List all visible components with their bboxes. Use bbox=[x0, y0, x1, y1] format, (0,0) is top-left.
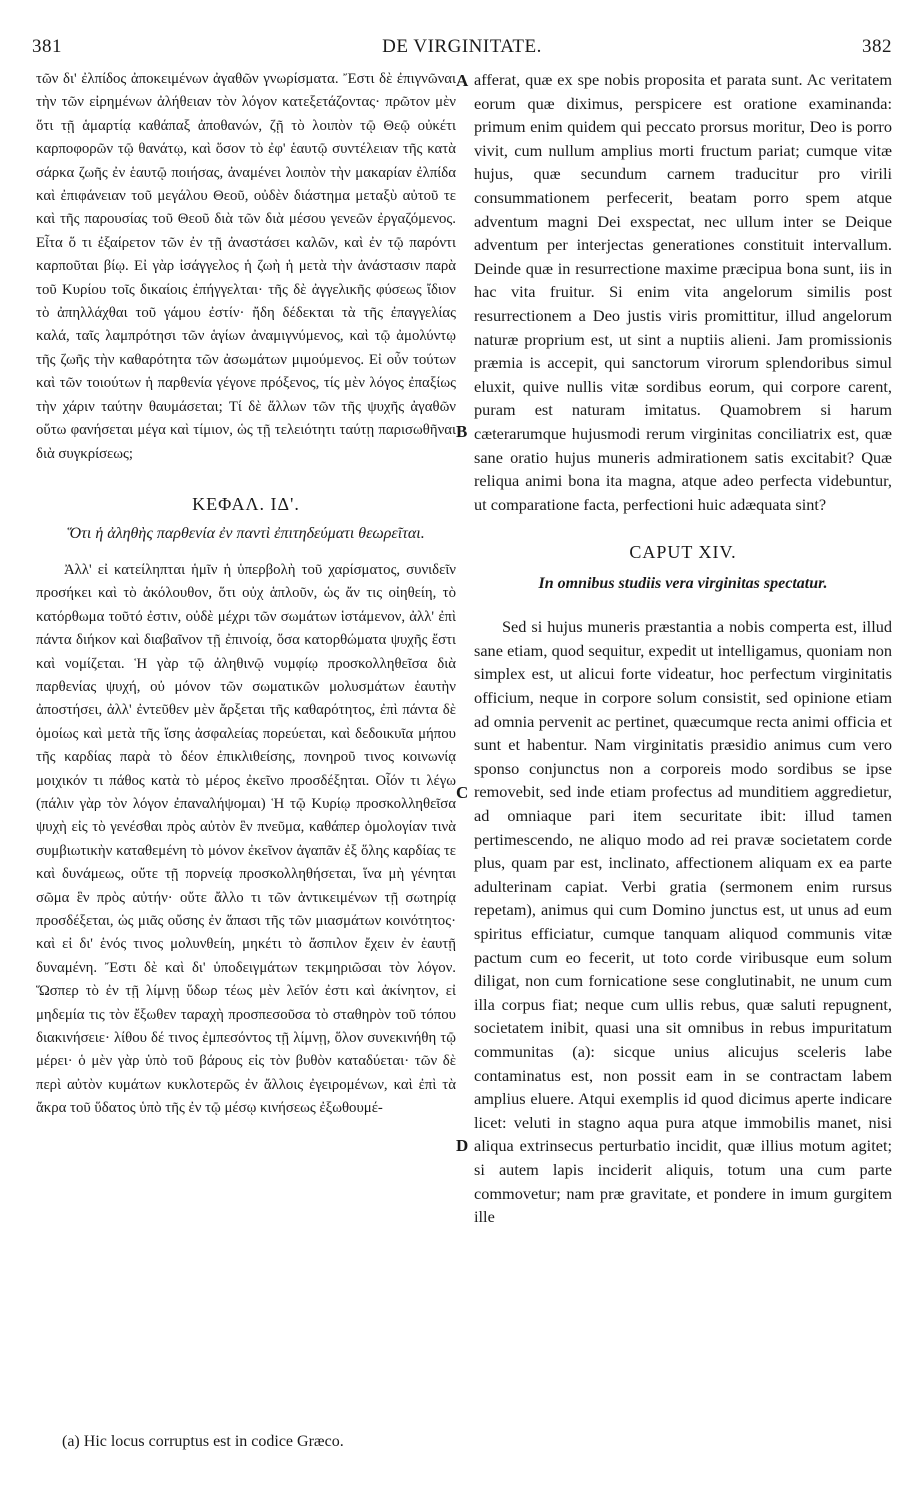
running-title: DE VIRGINITATE. bbox=[382, 36, 542, 57]
latin-chapter-heading: CAPUT XIV. bbox=[629, 542, 737, 563]
margin-letter-b: B bbox=[456, 422, 468, 441]
margin-letter-a: A bbox=[456, 71, 469, 90]
page-header bbox=[32, 36, 892, 62]
greek-column bbox=[36, 68, 456, 1121]
greek-paragraph-2: Ἀλλ' εἰ κατείληπται ἡμῖν ἡ ὑπερβολὴ τοῦ χαρίσματος, συνιδεῖν προσήκει καὶ τὸ ἀκόλουθον, ὅτι οὐχ ἁπλοῦν, ὡς ἄν τις οἰηθείη, τὸ κατόρθωμα τοῦτό ἐστιν, οὐδὲ μέχρι τῶν σωμάτων ἱστάμενον, ἀλλ' ἐπὶ πάντα διήκον καὶ διαβαῖνον τῇ ἐπινοίᾳ, ὅσα κατορθώματα ψυχῆς ἔστι καὶ νομίζεται. Ἡ γὰρ τῷ ἀληθινῷ νυμφίῳ προσκολληθεῖσα διὰ παρθενίας ψυχή, οὐ μόνον τῶν σωματικῶν μολυσμάτων ἑαυτὴν ἀποστήσει, ἀλλ' ἐντεῦθεν μὲν ἄρξεται τῆς καθαρότητος, ἐπὶ πάντα δὲ ὁμοίως καὶ μετὰ τῆς ἴσης ἀσφαλείας πορεύεται, καὶ δεδοικυῖα μήπου τῆς καρδίας παρὰ τὸ δέον ἐπικλιθείσης, πονηροῦ τινος κοινωνίᾳ μοιχικόν τι πάθος κατὰ τὸ μέρος ἐκεῖνο προσδέξηται. Οἷόν τι λέγω (πάλιν γὰρ τὸν λόγον ἐπαναλήψομαι) Ἡ τῷ Κυρίῳ προσκολληθεῖσα ψυχὴ εἰς τὸ γενέσθαι πρὸς αὐτὸν ἓν πνεῦμα, καθάπερ ὁμολογίαν τινὰ συμβιωτικὴν καταθεμένη τὸ μόνον ἐκεῖνον ἀγαπᾶν ἐξ ὅλης καρδίας τε καὶ δυνάμεως, οὔτε τῇ πορνείᾳ προσκολληθήσεται, ἵνα μὴ γένηται σῶμα ἓν πρὸς αὐτήν· οὔτε ἄλλο τι τῶν ἀντικειμένων τῇ σωτηρίᾳ προσδέξεται, ὡς μιᾶς οὔσης ἐν ἅπασι τῆς τῶν μιασμάτων κοινότητος· καὶ εἰ δι' ἑνός τινος μολυνθείη, μηκέτι τὸ ἄσπιλον ἔχειν ἐν ἑαυτῇ δυναμένη. Ἔστι δὲ καὶ δι' ὑποδειγμάτων τεκμηριῶσαι τὸν λόγον. Ὥσπερ τὸ ἐν τῇ λίμνῃ ὕδωρ τέως μὲν λεῖόν ἐστι καὶ ἀκίνητον, εἰ μηδεμία τις τὸν ἔξωθεν ταραχὴ προσπεσοῦσα τὸ σταθηρὸν τοῦ τόπου διακινήσειε· λίθου δέ τινος ἐμπεσόντος τῇ λίμνῃ, ὅλον συνεκινήθη τῷ μέρει· ὁ μὲν γὰρ ὑπὸ τοῦ βάρους εἰς τὸν βυθὸν καταδύεται· τῶν δὲ περὶ αὐτὸν κυμάτων κυκλοτερῶς ἐν ἄλλοις ἐγειρομένων, καὶ ἐπὶ τὰ ἄκρα τοῦ ὕδατος ὑπὸ τῆς ἐν τῷ μέσῳ κινήσεως ἐξωθουμέ- bbox=[36, 561, 456, 1117]
margin-letter-d: D bbox=[456, 1136, 469, 1155]
greek-chapter-title: Ὅτι ἡ ἀληθὴς παρθενία ἐν παντὶ ἐπιτηδεύματι θεωρεῖται. bbox=[67, 524, 425, 542]
greek-chapter-heading: ΚΕΦΑΛ. ΙΔ'. bbox=[192, 493, 300, 514]
latin-paragraph-1: afferat, quæ ex spe nobis proposita et parata sunt. Ac veritatem eorum quæ diximus, perspicere est oratione examinanda: primum enim quidem qui peccato prorsus moritur, Deo is porro vivit, cum nullum amplius morti fructum pariat; cumque vitæ hujus, quæ secundum carnem traducitur pro virili consummationem perfecerit, beatam porro spem atque adventum magni Dei exspectat, nec ullum inter se Deique adventum per interjectas generationes constituit intervallum. Deinde quæ in resurrectione maxime præcipua bona sunt, iis in hac vita fruitur. Si enim vita angelorum similis post resurrectionem a Deo justis viris promittitur, illud angelorum naturæ proprium est, ut sint a nuptiis alieni. Jam promissionis præmia is accepit, qui sanctorum virorum splendoribus simul eluxit, quive nullis vitæ sordibus eorum, qui corpore carent, puram est naturam imitatus. Quamobrem si harum cæterarumque hujusmodi rerum virginitas conciliatrix est, quæ sane oratio hujus muneris admirationem satis excitabit? Quæ reliqua animi bona ita magna, atque adeo perfecta videbuntur, ut comparatione facta, perfectioni huic adæquata sint? bbox=[474, 70, 892, 514]
latin-paragraph-2: Sed si hujus muneris præstantia a nobis comperta est, illud sane etiam, quod sequitur, expedit ut intelligamus, quoniam non simplex est, ut alicui forte videatur, hoc perfectum virginitatis officium, neque in corpore solum consistit, sed opinione etiam ad omnia pervenit ac pertinet, quæcumque recta animi officia et sunt et habentur. Nam virginitatis præsidio animus cum vero sponso conjunctus non a corporeis modo sordibus se ipse removebit, sed inde etiam profectus ad munditiem aggredietur, ad omniaque pari item securitate ibit: illud tamen pertimescendo, ne aliquo modo ad rei pravæ societatem corde plus, quam par est, inclinato, affectionem aliquam ex ea parte adulterinam capiat. Verbi gratia (sermonem enim rursus repetam), animus qui cum Domino junctus est, ut unus ad eum spiritus efficiatur, cumque tanquam aliquod communis vitæ pactum cum eo fecerit, ut toto corde viribusque eum solum diligat, non cum fornicatione sese conglutinabit, ne unum cum illa corpus fiat; neque cum ullis rebus, quæ saluti repugnent, societatem inibit, quasi una sit omnibus in rebus impuritatum communitas (a): sicque unius alicujus sceleris labe contaminatus est, non possit eam in se contractam labem amplius eluere. Atqui exemplis id quod dicimus aperte indicare licet: veluti in stagno aqua pura atque immobilis manet, nisi aliqua extrinsecus perturbatio incidit, quæ illius motum agitet; si autem lapis inciderit aliquis, totum una cum parte commovetur; nam præ gravitate, et pondere in imum gurgitem ille bbox=[474, 617, 892, 1227]
latin-chapter-title: In omnibus studiis vera virginitas spectatur. bbox=[538, 575, 828, 593]
latin-column bbox=[474, 68, 892, 1229]
greek-paragraph-1: τῶν δι' ἐλπίδος ἀποκειμένων ἀγαθῶν γνωρίσματα. Ἔστι δὲ ἐπιγνῶναι τὴν τῶν εἰρημένων ἀλήθειαν τὸν λόγον κατεξετάζοντας· πρῶτον μὲν ὅτι τῇ ἁμαρτίᾳ καθάπαξ ἀποθανών, ζῇ τὸ λοιπὸν τῷ Θεῷ οὐκέτι καρποφορῶν τῷ θανάτῳ, καὶ ὅσον τὸ ἐφ' ἑαυτῷ συντέλειαν τῆς κατὰ σάρκα ζωῆς ἐν ἑαυτῷ ποιήσας, ἀναμένει λοιπὸν τὴν μακαρίαν ἐλπίδα καὶ ἐπιφάνειαν τοῦ μεγάλου Θεοῦ, οὐδὲν διάστημα μεταξὺ αὐτοῦ τε καὶ τῆς παρουσίας τοῦ Θεοῦ διὰ τῶν διὰ μέσου γενεῶν ἐργαζόμενος. Εἶτα ὅ τι ἐξαίρετον τῶν ἐν τῇ ἀναστάσει καλῶν, καὶ ἐν τῷ παρόντι καρποῦται βίῳ. Εἰ γὰρ ἰσάγγελος ἡ ζωὴ ἡ μετὰ τὴν ἀνάστασιν παρὰ τοῦ Κυρίου τοῖς δικαίοις ἐπήγγελται· τῆς δὲ ἀγγελικῆς φύσεως ἴδιον τὸ ἀπηλλάχθαι τοῦ γάμου ἐστίν· ἤδη δέδεκται τὰ τῆς ἐπαγγελίας καλά, ταῖς λαμπρότησι τῶν ἁγίων ἀναμιγνύμενος, καὶ τῷ ἀμολύντῳ τῆς ζωῆς τὴν καθαρότητα τῶν ἀσωμάτων μιμούμενος. Εἰ οὖν τούτων καὶ τῶν τοιούτων ἡ παρθενία γέγονε πρόξενος, τίς μὲν λόγος ἐπαξίως τὴν χάριν ταύτην θαυμάσεται; Τί δὲ ἄλλων τῶν τῆς ψυχῆς ἀγαθῶν οὕτω φανήσεται μέγα καὶ τίμιον, ὡς τῇ τελειότητι ταύτῃ παρισωθῆναι διὰ συγκρίσεως; bbox=[36, 71, 456, 462]
margin-letter-c: C bbox=[456, 783, 469, 802]
page-number-left: 381 bbox=[32, 36, 62, 57]
footnote: (a) Hic locus corruptus est in codice Græco. bbox=[62, 1433, 344, 1450]
page-number-right: 382 bbox=[862, 36, 892, 57]
